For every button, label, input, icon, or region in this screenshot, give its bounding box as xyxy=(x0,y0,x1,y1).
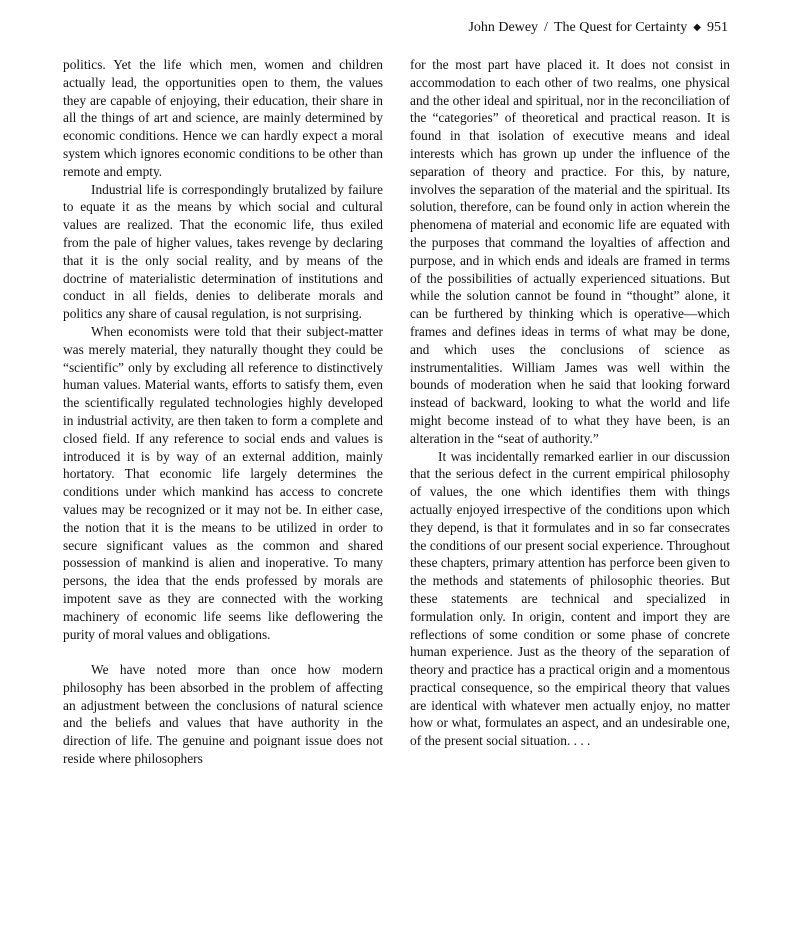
diamond-ornament-icon: ◆ xyxy=(693,22,701,33)
header-author: John Dewey xyxy=(468,20,539,35)
paragraph: When economists were told that their subject-matter was merely material, they naturally thought they could be “scientific” only by excluding all reference to distinctively human values. Material wants, efforts to satisfy them, even the scientifically regulated technologies highly developed in industrial activity, are then taken to form a complete and closed field. If any reference to social ends and values is introduced it is by way of an external addition, mainly hortatory. That economic life largely determines the conditions under which mankind has access to concrete values may be recognized or it may not be. In either case, the notion that it is the means to be utilized in order to secure significant values as the common and shared possession of mankind is alien and inoperative. To many persons, the idea that the ends professed by morals are impotent save as they are connected with the working machinery of economic life seems like deflowering the purity of moral values and obligations. xyxy=(63,323,383,642)
paragraph: politics. Yet the life which men, women and children actually lead, the opportunities open to them, the values they are capable of enjoying, their education, their share in all the things of art and science, are mainly determined by economic conditions. Hence we can hardly expect a moral system which ignores economic conditions to be other than remote and empty. xyxy=(63,57,383,179)
paragraph: Industrial life is correspondingly brutalized by failure to equate it as the means by which social and cultural values are realized. That the economic life, thus exiled from the pale of higher values, takes revenge by declaring that it is the only social reality, and by means of the doctrine of materialistic determination of institutions and conduct in all fields, denies to deliberate morals and politics any share of causal regulation, is not surprising. xyxy=(63,181,383,322)
header-title: The Quest for Certainty xyxy=(553,20,688,35)
left-column xyxy=(63,56,383,768)
page-number: 951 xyxy=(707,20,728,35)
header-separator: / xyxy=(544,20,548,35)
paragraph: for the most part have placed it. It does not consist in accommodation to each other of two realms, one physical and the other ideal and spiritual, nor in the reconciliation of the “categories” of theoretical and practical reason. It is found in that isolation of executive means and ideal interests which has grown up under the influence of the separation of theory and practice. For this, by nature, involves the separation of the material and the spiritual. Its solution, therefore, can be found only in action wherein the phenomena of material and economic life are equated with the purposes that command the loyalties of affection and purpose, and in which ends and ideals are framed in terms of the possibilities of actually experienced situations. But while the solution cannot be found in “thought” alone, it can be furthered by thinking which is operative—which frames and defines ideas in terms of what may be done, and which uses the conclusions of science as instrumentalities. William James was well within the bounds of moderation when he said that looking forward instead of backward, looking to what the world and life might become instead of to what they have been, is an alteration in the “seat of authority.” xyxy=(410,57,730,446)
paragraph: We have noted more than once how modern philosophy has been absorbed in the problem of affecting an adjustment between the conclusions of natural science and the beliefs and values that have authority in the direction of life. The genuine and poignant issue does not reside where philosophers xyxy=(63,662,383,767)
right-column xyxy=(410,56,730,750)
running-header xyxy=(468,19,728,38)
paragraph: It was incidentally remarked earlier in our discussion that the serious defect in the current empirical philosophy of values, the one which identifies them with things actually enjoyed irrespective of the conditions upon which they depend, is that it formulates and in so far consecrates the conditions of our present social experience. Throughout these chapters, primary attention has perforce been given to the methods and statements of philosophic theories. But these statements are technical and specialized in formulation only. In origin, content and import they are reflections of some condition or some phase of concrete human experience. Just as the theory of the separation of theory and practice has a practical origin and a momentous practical consequence, so the empirical theory that values are identical with whatever men actually enjoy, no matter how or what, formulates an aspect, and an undesirable one, of the present social situation. . . . xyxy=(410,448,730,749)
